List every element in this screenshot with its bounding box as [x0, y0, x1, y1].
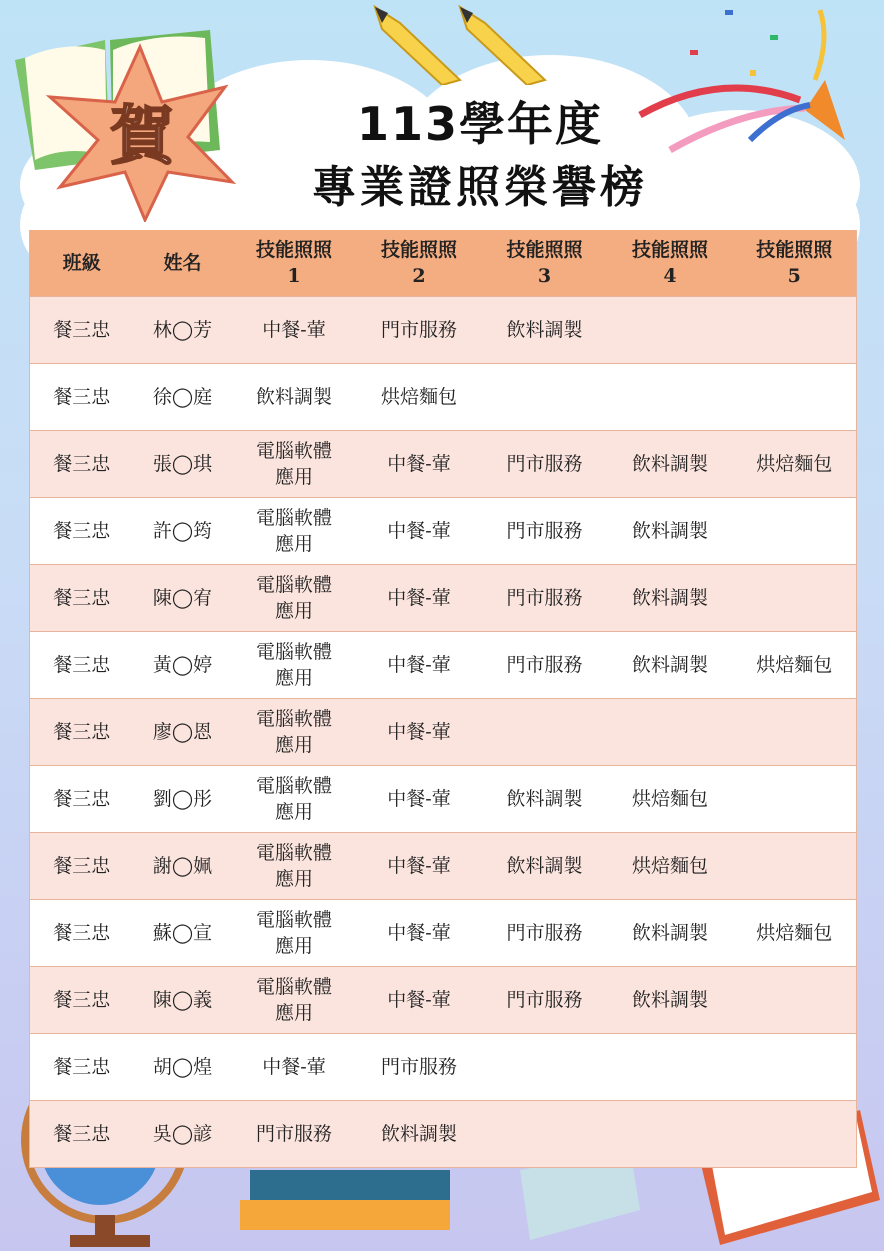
license-cell: 飲料調製: [482, 766, 608, 833]
title-main: 專業證照榮譽榜: [312, 162, 648, 213]
class-cell: 餐三忠: [30, 565, 134, 632]
license-cell: 電腦軟體 應用: [232, 833, 357, 900]
license-cell: 中餐-葷: [232, 297, 357, 364]
table-row: [30, 364, 857, 431]
table-header-row: [30, 230, 857, 297]
column-header: 班級: [30, 230, 134, 297]
name-cell: 吳◯諺: [134, 1101, 232, 1168]
column-header: 姓名: [134, 230, 232, 297]
license-cell: [608, 699, 733, 766]
license-cell: [608, 1034, 733, 1101]
license-cell: 飲料調製: [482, 833, 608, 900]
license-cell: [482, 364, 608, 431]
license-cell: 飲料調製: [608, 565, 733, 632]
name-cell: 劉◯彤: [134, 766, 232, 833]
license-cell: [733, 565, 857, 632]
table-row: [30, 431, 857, 498]
license-cell: 電腦軟體 應用: [232, 967, 357, 1034]
class-cell: 餐三忠: [30, 1034, 134, 1101]
license-cell: 中餐-葷: [357, 632, 482, 699]
title-year: 113學年度: [356, 97, 604, 151]
table-row: [30, 900, 857, 967]
column-header: 技能照照 5: [733, 230, 857, 297]
license-cell: 烘焙麵包: [608, 833, 733, 900]
license-cell: 飲料調製: [608, 431, 733, 498]
class-cell: 餐三忠: [30, 364, 134, 431]
license-cell: [733, 833, 857, 900]
license-cell: 中餐-葷: [232, 1034, 357, 1101]
license-cell: 電腦軟體 應用: [232, 431, 357, 498]
license-cell: 中餐-葷: [357, 900, 482, 967]
class-cell: 餐三忠: [30, 431, 134, 498]
name-cell: 陳◯義: [134, 967, 232, 1034]
license-cell: [608, 297, 733, 364]
license-cell: 電腦軟體 應用: [232, 632, 357, 699]
class-cell: 餐三忠: [30, 632, 134, 699]
class-cell: 餐三忠: [30, 900, 134, 967]
license-cell: [482, 1034, 608, 1101]
license-cell: 中餐-葷: [357, 967, 482, 1034]
license-cell: [482, 1101, 608, 1168]
name-cell: 廖◯恩: [134, 699, 232, 766]
name-cell: 許◯筠: [134, 498, 232, 565]
license-cell: [733, 364, 857, 431]
class-cell: 餐三忠: [30, 498, 134, 565]
table-row: [30, 699, 857, 766]
license-cell: 飲料調製: [232, 364, 357, 431]
name-cell: 徐◯庭: [134, 364, 232, 431]
license-cell: 門市服務: [482, 967, 608, 1034]
badge-label: 賀: [110, 100, 174, 174]
license-cell: [608, 1101, 733, 1168]
license-cell: 烘焙麵包: [357, 364, 482, 431]
license-cell: [733, 699, 857, 766]
page-title: [250, 92, 710, 220]
license-cell: 中餐-葷: [357, 565, 482, 632]
column-header: 技能照照 2: [357, 230, 482, 297]
column-header: 技能照照 3: [482, 230, 608, 297]
table-row: [30, 1101, 857, 1168]
license-cell: 門市服務: [232, 1101, 357, 1168]
name-cell: 林◯芳: [134, 297, 232, 364]
license-cell: 烘焙麵包: [733, 900, 857, 967]
license-cell: 電腦軟體 應用: [232, 766, 357, 833]
license-cell: [733, 967, 857, 1034]
license-cell: 電腦軟體 應用: [232, 498, 357, 565]
class-cell: 餐三忠: [30, 766, 134, 833]
honor-roll-table: [29, 230, 857, 1168]
license-cell: 中餐-葷: [357, 833, 482, 900]
license-cell: 電腦軟體 應用: [232, 699, 357, 766]
license-cell: 門市服務: [357, 1034, 482, 1101]
license-cell: 飲料調製: [357, 1101, 482, 1168]
class-cell: 餐三忠: [30, 297, 134, 364]
license-cell: 中餐-葷: [357, 498, 482, 565]
license-cell: [733, 766, 857, 833]
column-header: 技能照照 4: [608, 230, 733, 297]
license-cell: 電腦軟體 應用: [232, 900, 357, 967]
class-cell: 餐三忠: [30, 967, 134, 1034]
license-cell: 門市服務: [482, 900, 608, 967]
name-cell: 蘇◯宣: [134, 900, 232, 967]
license-cell: 烘焙麵包: [733, 632, 857, 699]
table-row: [30, 1034, 857, 1101]
table-row: [30, 766, 857, 833]
table-row: [30, 632, 857, 699]
class-cell: 餐三忠: [30, 699, 134, 766]
license-cell: 烘焙麵包: [733, 431, 857, 498]
pencil-icon: [370, 5, 550, 85]
license-cell: 門市服務: [482, 632, 608, 699]
license-cell: [733, 1034, 857, 1101]
table-row: [30, 297, 857, 364]
license-cell: 門市服務: [482, 431, 608, 498]
license-cell: [482, 699, 608, 766]
table-row: [30, 967, 857, 1034]
license-cell: 烘焙麵包: [608, 766, 733, 833]
license-cell: 飲料調製: [608, 632, 733, 699]
license-cell: 飲料調製: [608, 900, 733, 967]
license-cell: 飲料調製: [482, 297, 608, 364]
class-cell: 餐三忠: [30, 833, 134, 900]
license-cell: [733, 498, 857, 565]
license-cell: 中餐-葷: [357, 699, 482, 766]
license-cell: [733, 297, 857, 364]
name-cell: 張◯琪: [134, 431, 232, 498]
license-cell: 門市服務: [357, 297, 482, 364]
column-header: 技能照照 1: [232, 230, 357, 297]
license-cell: 門市服務: [482, 565, 608, 632]
license-cell: 飲料調製: [608, 967, 733, 1034]
table-row: [30, 498, 857, 565]
license-cell: [733, 1101, 857, 1168]
table-row: [30, 833, 857, 900]
name-cell: 謝◯姵: [134, 833, 232, 900]
name-cell: 陳◯宥: [134, 565, 232, 632]
name-cell: 胡◯煌: [134, 1034, 232, 1101]
license-cell: 中餐-葷: [357, 766, 482, 833]
license-cell: [608, 364, 733, 431]
license-cell: 中餐-葷: [357, 431, 482, 498]
table-row: [30, 565, 857, 632]
license-cell: 飲料調製: [608, 498, 733, 565]
license-cell: 電腦軟體 應用: [232, 565, 357, 632]
class-cell: 餐三忠: [30, 1101, 134, 1168]
license-cell: 門市服務: [482, 498, 608, 565]
name-cell: 黃◯婷: [134, 632, 232, 699]
